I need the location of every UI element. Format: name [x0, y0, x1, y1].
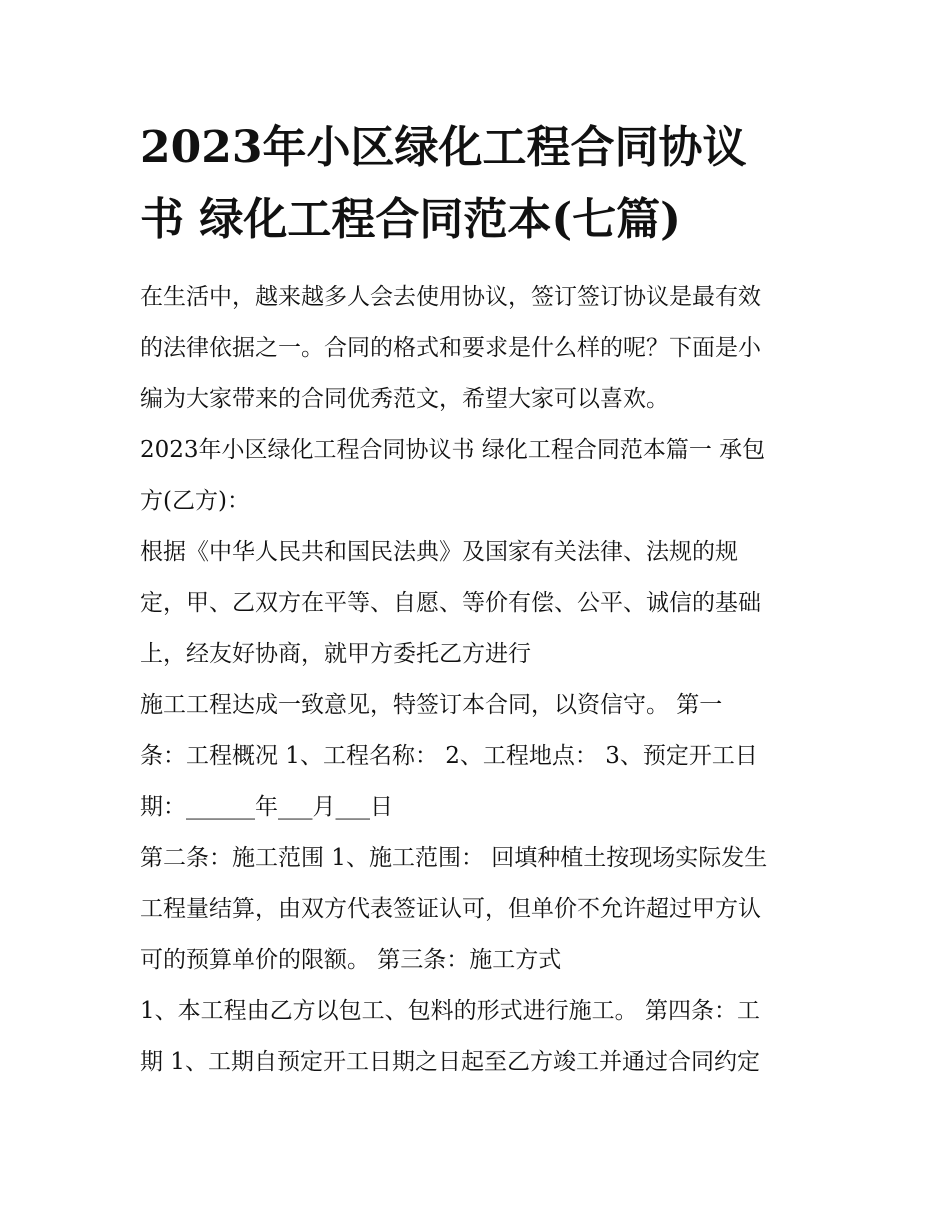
article-two-paragraph — [140, 833, 815, 986]
title-line-2: 书 绿化工程合同范本(七篇) — [140, 194, 681, 245]
text-line: 根据《中华人民共和国民法典》及国家有关法律、法规的规 — [140, 539, 738, 565]
section-heading-paragraph — [140, 425, 815, 527]
text-line: 条：工程概况 1、工程名称： 2、工程地点： 3、预定开工日 — [140, 743, 758, 769]
text-line: 可的预算单价的限额。 第三条：施工方式 — [140, 947, 562, 973]
text-line: 上，经友好协商，就甲方委托乙方进行 — [140, 641, 531, 667]
article-three-four-paragraph — [140, 986, 815, 1088]
text-line: 编为大家带来的合同优秀范文，希望大家可以喜欢。 — [140, 386, 669, 412]
text-line: 期 1、工期自预定开工日期之日起至乙方竣工并通过合同约定 — [140, 1049, 760, 1075]
text-line: 定，甲、乙双方在平等、自愿、等价有偿、公平、诚信的基础 — [140, 590, 761, 616]
document-title — [140, 112, 815, 256]
text-line: 2023年小区绿化工程合同协议书 绿化工程合同范本篇一 承包 — [140, 437, 766, 463]
text-line: 方(乙方)： — [140, 488, 250, 514]
title-line-1: 2023年小区绿化工程合同协议 — [140, 122, 747, 173]
basis-paragraph — [140, 527, 815, 680]
article-one-paragraph — [140, 680, 815, 833]
text-line: 在生活中，越来越多人会去使用协议，签订签订协议是最有效 — [140, 284, 761, 310]
document-page — [140, 112, 815, 1088]
text-line: 施工工程达成一致意见，特签订本合同，以资信守。 第一 — [140, 692, 723, 718]
intro-paragraph — [140, 272, 815, 425]
text-line: 期：______年___月___日 — [140, 794, 393, 820]
text-line: 1、本工程由乙方以包工、包料的形式进行施工。 第四条：工 — [140, 998, 760, 1024]
text-line: 的法律依据之一。合同的格式和要求是什么样的呢？下面是小 — [140, 335, 761, 361]
text-line: 工程量结算，由双方代表签证认可，但单价不允许超过甲方认 — [140, 896, 761, 922]
text-line: 第二条：施工范围 1、施工范围： 回填种植土按现场实际发生 — [140, 845, 768, 871]
